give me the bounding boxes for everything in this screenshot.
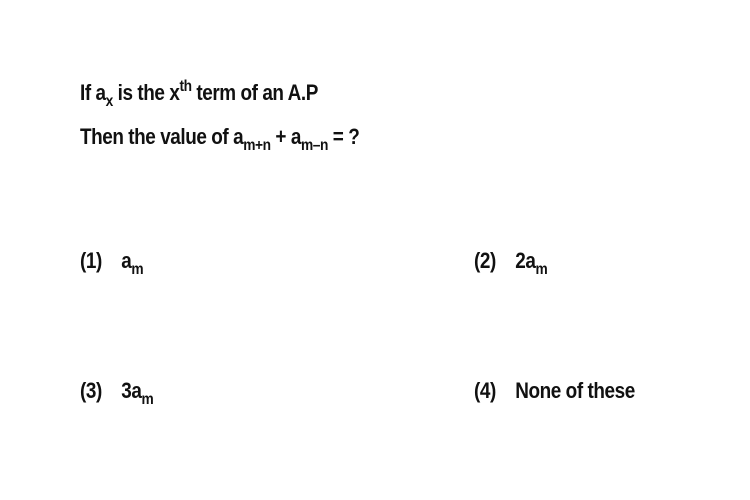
option-2-subscript: m	[535, 261, 548, 278]
option-3-subscript: m	[141, 391, 154, 408]
option-2[interactable]	[474, 248, 548, 278]
option-4-number: (4)	[474, 378, 496, 403]
q1-suffix: term of an A.P	[191, 80, 318, 105]
option-1-number: (1)	[80, 248, 102, 273]
option-1-subscript: m	[131, 261, 144, 278]
option-2-text: 2a	[515, 248, 536, 273]
option-1-text: a	[121, 248, 132, 273]
q2-subscript-1: m+n	[243, 137, 271, 154]
option-3-number: (3)	[80, 378, 102, 403]
q2-plus: + a	[270, 124, 301, 149]
q1-mid: is the x	[112, 80, 180, 105]
q2-subscript-2: m–n	[300, 137, 328, 154]
option-4[interactable]	[474, 378, 635, 404]
q2-suffix: = ?	[327, 124, 360, 149]
question-line-2	[80, 124, 360, 154]
option-1[interactable]	[80, 248, 144, 278]
q1-subscript-x: x	[105, 93, 113, 110]
q1-prefix: If a	[80, 80, 106, 105]
option-2-number: (2)	[474, 248, 496, 273]
q2-prefix: Then the value of a	[80, 124, 244, 149]
option-3[interactable]	[80, 378, 154, 408]
q1-superscript-th: th	[179, 78, 192, 95]
option-4-text: None of these	[515, 378, 635, 403]
question-line-1	[80, 78, 318, 110]
option-3-text: 3a	[121, 378, 142, 403]
